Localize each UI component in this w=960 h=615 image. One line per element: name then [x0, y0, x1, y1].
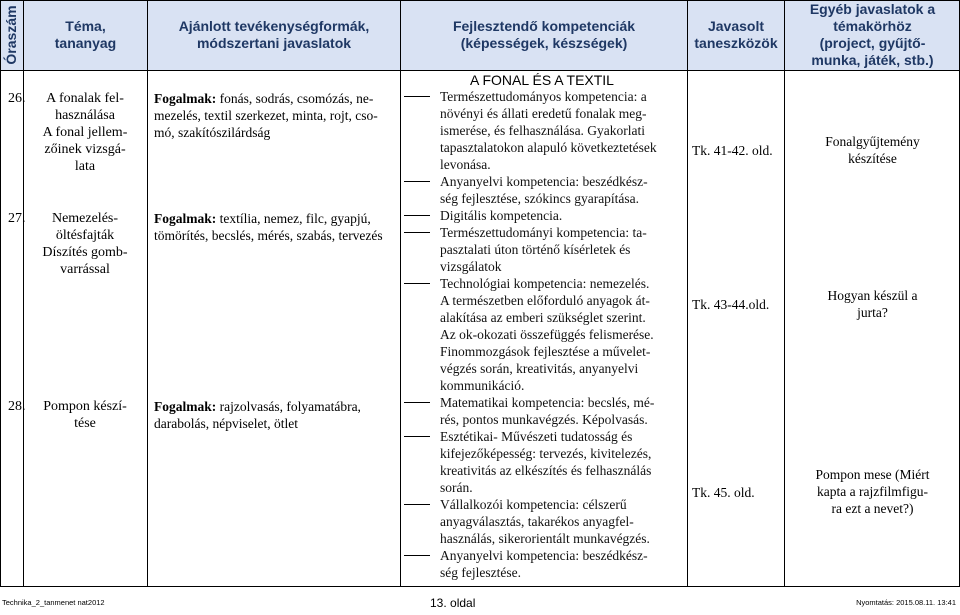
header-competence-line: Fejlesztendő kompetenciák	[452, 18, 636, 34]
competence-item	[404, 207, 682, 224]
row-method	[154, 90, 400, 141]
dash-marker	[404, 436, 430, 437]
competence-line: vizsgálatok	[440, 259, 502, 274]
row-topic	[30, 398, 140, 432]
header-hours	[0, 0, 23, 70]
grid-line	[0, 0, 960, 1]
header-tools-line: taneszközök	[694, 35, 778, 51]
competence-line: tapasztalatokon alapuló következtetések	[440, 140, 657, 155]
competence-line: Anyanyelvi kompetencia: beszédkész-	[440, 548, 648, 563]
competence-line: Digitális kompetencia.	[440, 208, 563, 223]
method-label: Fogalmak:	[154, 399, 217, 414]
competence-line: Anyanyelvi kompetencia: beszédkész-	[440, 174, 648, 189]
header-tools	[688, 0, 784, 70]
topic-line: Nemezelés-	[51, 211, 119, 226]
header-method-line: Ajánlott tevékenységformák,	[178, 18, 370, 34]
dash-marker	[404, 504, 430, 505]
competence-line: A természetben előforduló anyagok át-	[440, 293, 650, 308]
topic-line: A fonalak fel-	[46, 91, 124, 106]
extra-line: Hogyan készül a	[827, 288, 918, 303]
row-topic	[30, 210, 140, 278]
extra-line: kapta a rajzfilmfigu-	[817, 484, 928, 499]
header-method-line: módszertani javaslatok	[196, 35, 352, 51]
grid-line	[0, 0, 1, 587]
grid-line	[147, 0, 148, 587]
header-method	[148, 0, 400, 70]
competence-line: Technológiai kompetencia: nemezelés.	[440, 276, 650, 291]
competence-line: használás, sikerorientált munkavégzés.	[440, 531, 650, 546]
topic-line: tése	[74, 416, 96, 431]
topic-line: öltésfajták	[55, 228, 115, 243]
header-extra-line: munka, játék, stb.)	[811, 52, 934, 68]
header-topic	[24, 0, 147, 70]
competence-line: ség fejlesztése.	[440, 565, 521, 580]
row-number: 27.	[8, 211, 26, 226]
grid-line	[400, 0, 401, 587]
footer-page-number: 13. oldal	[430, 596, 476, 610]
competence-line: kreativitás az elkészítés és felhasználás	[440, 463, 652, 478]
extra-suggestion	[790, 133, 955, 167]
section-title: A FONAL ÉS A TEXTIL	[470, 72, 614, 88]
competence-line: növényi és állati eredetű fonalak meg-	[440, 106, 647, 121]
competence-line: pasztalati úton történő kísérletek és	[440, 242, 631, 257]
method-line: mezelés, textil szerkezet, minta, rojt, cso-	[154, 108, 378, 123]
grid-line	[784, 0, 785, 587]
row-method	[154, 398, 400, 432]
extra-suggestion	[790, 466, 955, 517]
dash-marker	[404, 232, 430, 233]
competence-item	[404, 224, 682, 275]
grid-line	[0, 70, 960, 71]
competence-line: Az ok-okozati összefüggés felismerése.	[440, 327, 654, 342]
footer-print-date: Nyomtatás: 2015.08.11. 13:41	[856, 598, 956, 607]
header-extra-line: témakörhöz	[833, 18, 912, 34]
dash-marker	[404, 402, 430, 403]
competence-line: végzés során, kreativitás, anyanyelvi	[440, 361, 639, 376]
competence-item	[404, 547, 682, 581]
header-extra-line: (project, gyűjtő-	[819, 35, 926, 51]
topic-line: lata	[74, 159, 96, 174]
competence-line: kifejezőképesség: tervezés, kivitelezés,	[440, 446, 652, 461]
competence-line: kommunikáció.	[440, 378, 525, 393]
row-number: 28.	[8, 399, 26, 414]
grid-line	[23, 0, 24, 587]
row-method	[154, 210, 400, 244]
competence-line: során.	[440, 480, 473, 495]
row-topic	[30, 90, 140, 175]
competence-line: Vállalkozói kompetencia: célszerű	[440, 497, 627, 512]
competence-line: ismerése, és felhasználása. Gyakorlati	[440, 123, 646, 138]
topic-line: használása	[55, 108, 115, 123]
competence-list	[404, 88, 682, 581]
header-topic-line: Téma,	[65, 18, 106, 34]
method-line: rajzolvasás, folyamatábra,	[216, 399, 361, 414]
dash-marker	[404, 283, 430, 284]
competence-line: Finommozgások fejlesztése a művelet-	[440, 344, 651, 359]
competence-line: levonása.	[440, 157, 491, 172]
competence-line: Esztétikai- Művészeti tudatosság és	[440, 429, 633, 444]
method-label: Fogalmak:	[154, 91, 217, 106]
grid-line	[0, 586, 960, 587]
extra-suggestion	[790, 287, 955, 321]
tool-reference: Tk. 41-42. old.	[692, 143, 773, 158]
header-competence	[401, 0, 687, 70]
extra-line: jurta?	[857, 305, 888, 320]
competence-item	[404, 88, 682, 173]
method-line: darabolás, népviselet, ötlet	[154, 416, 298, 431]
topic-line: A fonal jellem-	[42, 125, 128, 140]
extra-line: Fonalgyűjtemény	[825, 134, 920, 149]
header-hours-label: Óraszám	[3, 5, 19, 65]
method-line: tömörítés, becslés, mérés, szabás, tervezés	[154, 228, 383, 243]
extra-line: Pompon mese (Miért	[815, 467, 930, 482]
method-label: Fogalmak:	[154, 211, 217, 226]
header-topic-line: tananyag	[54, 35, 117, 51]
competence-item	[404, 496, 682, 547]
topic-line: Díszítés gomb-	[42, 245, 128, 260]
dash-marker	[404, 555, 430, 556]
header-extra	[785, 0, 960, 70]
topic-line: zőinek vizsgá-	[44, 142, 126, 157]
topic-line: Pompon készí-	[43, 399, 127, 414]
extra-line: készítése	[848, 151, 897, 166]
competence-line: ség fejlesztése, szókincs gyarapítása.	[440, 191, 640, 206]
competence-line: rés, pontos munkavégzés. Képolvasás.	[440, 412, 648, 427]
competence-item	[404, 394, 682, 428]
grid-line	[687, 0, 688, 587]
competence-item	[404, 275, 682, 394]
tool-reference: Tk. 43-44.old.	[692, 297, 770, 312]
method-line: mó, szakítószilárdság	[154, 125, 271, 140]
extra-line: ra ezt a nevet?)	[831, 501, 914, 516]
competence-item	[404, 173, 682, 207]
dash-marker	[404, 215, 430, 216]
method-line: fonás, sodrás, csomózás, ne-	[216, 91, 374, 106]
competence-line: Természettudományos kompetencia: a	[440, 89, 647, 104]
dash-marker	[404, 96, 430, 97]
competence-item	[404, 428, 682, 496]
header-tools-line: Javasolt	[707, 18, 765, 34]
dash-marker	[404, 181, 430, 182]
competence-line: Természettudományi kompetencia: ta-	[440, 225, 647, 240]
tool-reference: Tk. 45. old.	[692, 485, 755, 500]
competence-line: anyagválasztás, takarékos anyagfel-	[440, 514, 634, 529]
competence-line: alakítása az emberi szükséglet szerint.	[440, 310, 646, 325]
row-number: 26.	[8, 91, 26, 106]
method-line: textília, nemez, filc, gyapjú,	[216, 211, 371, 226]
competence-line: Matematikai kompetencia: becslés, mé-	[440, 395, 655, 410]
header-extra-line: Egyéb javaslatok a	[809, 1, 936, 17]
footer-filename: Technika_2_tanmenet nat2012	[2, 598, 105, 607]
header-competence-line: (képességek, készségek)	[460, 35, 628, 51]
topic-line: varrással	[60, 262, 110, 277]
